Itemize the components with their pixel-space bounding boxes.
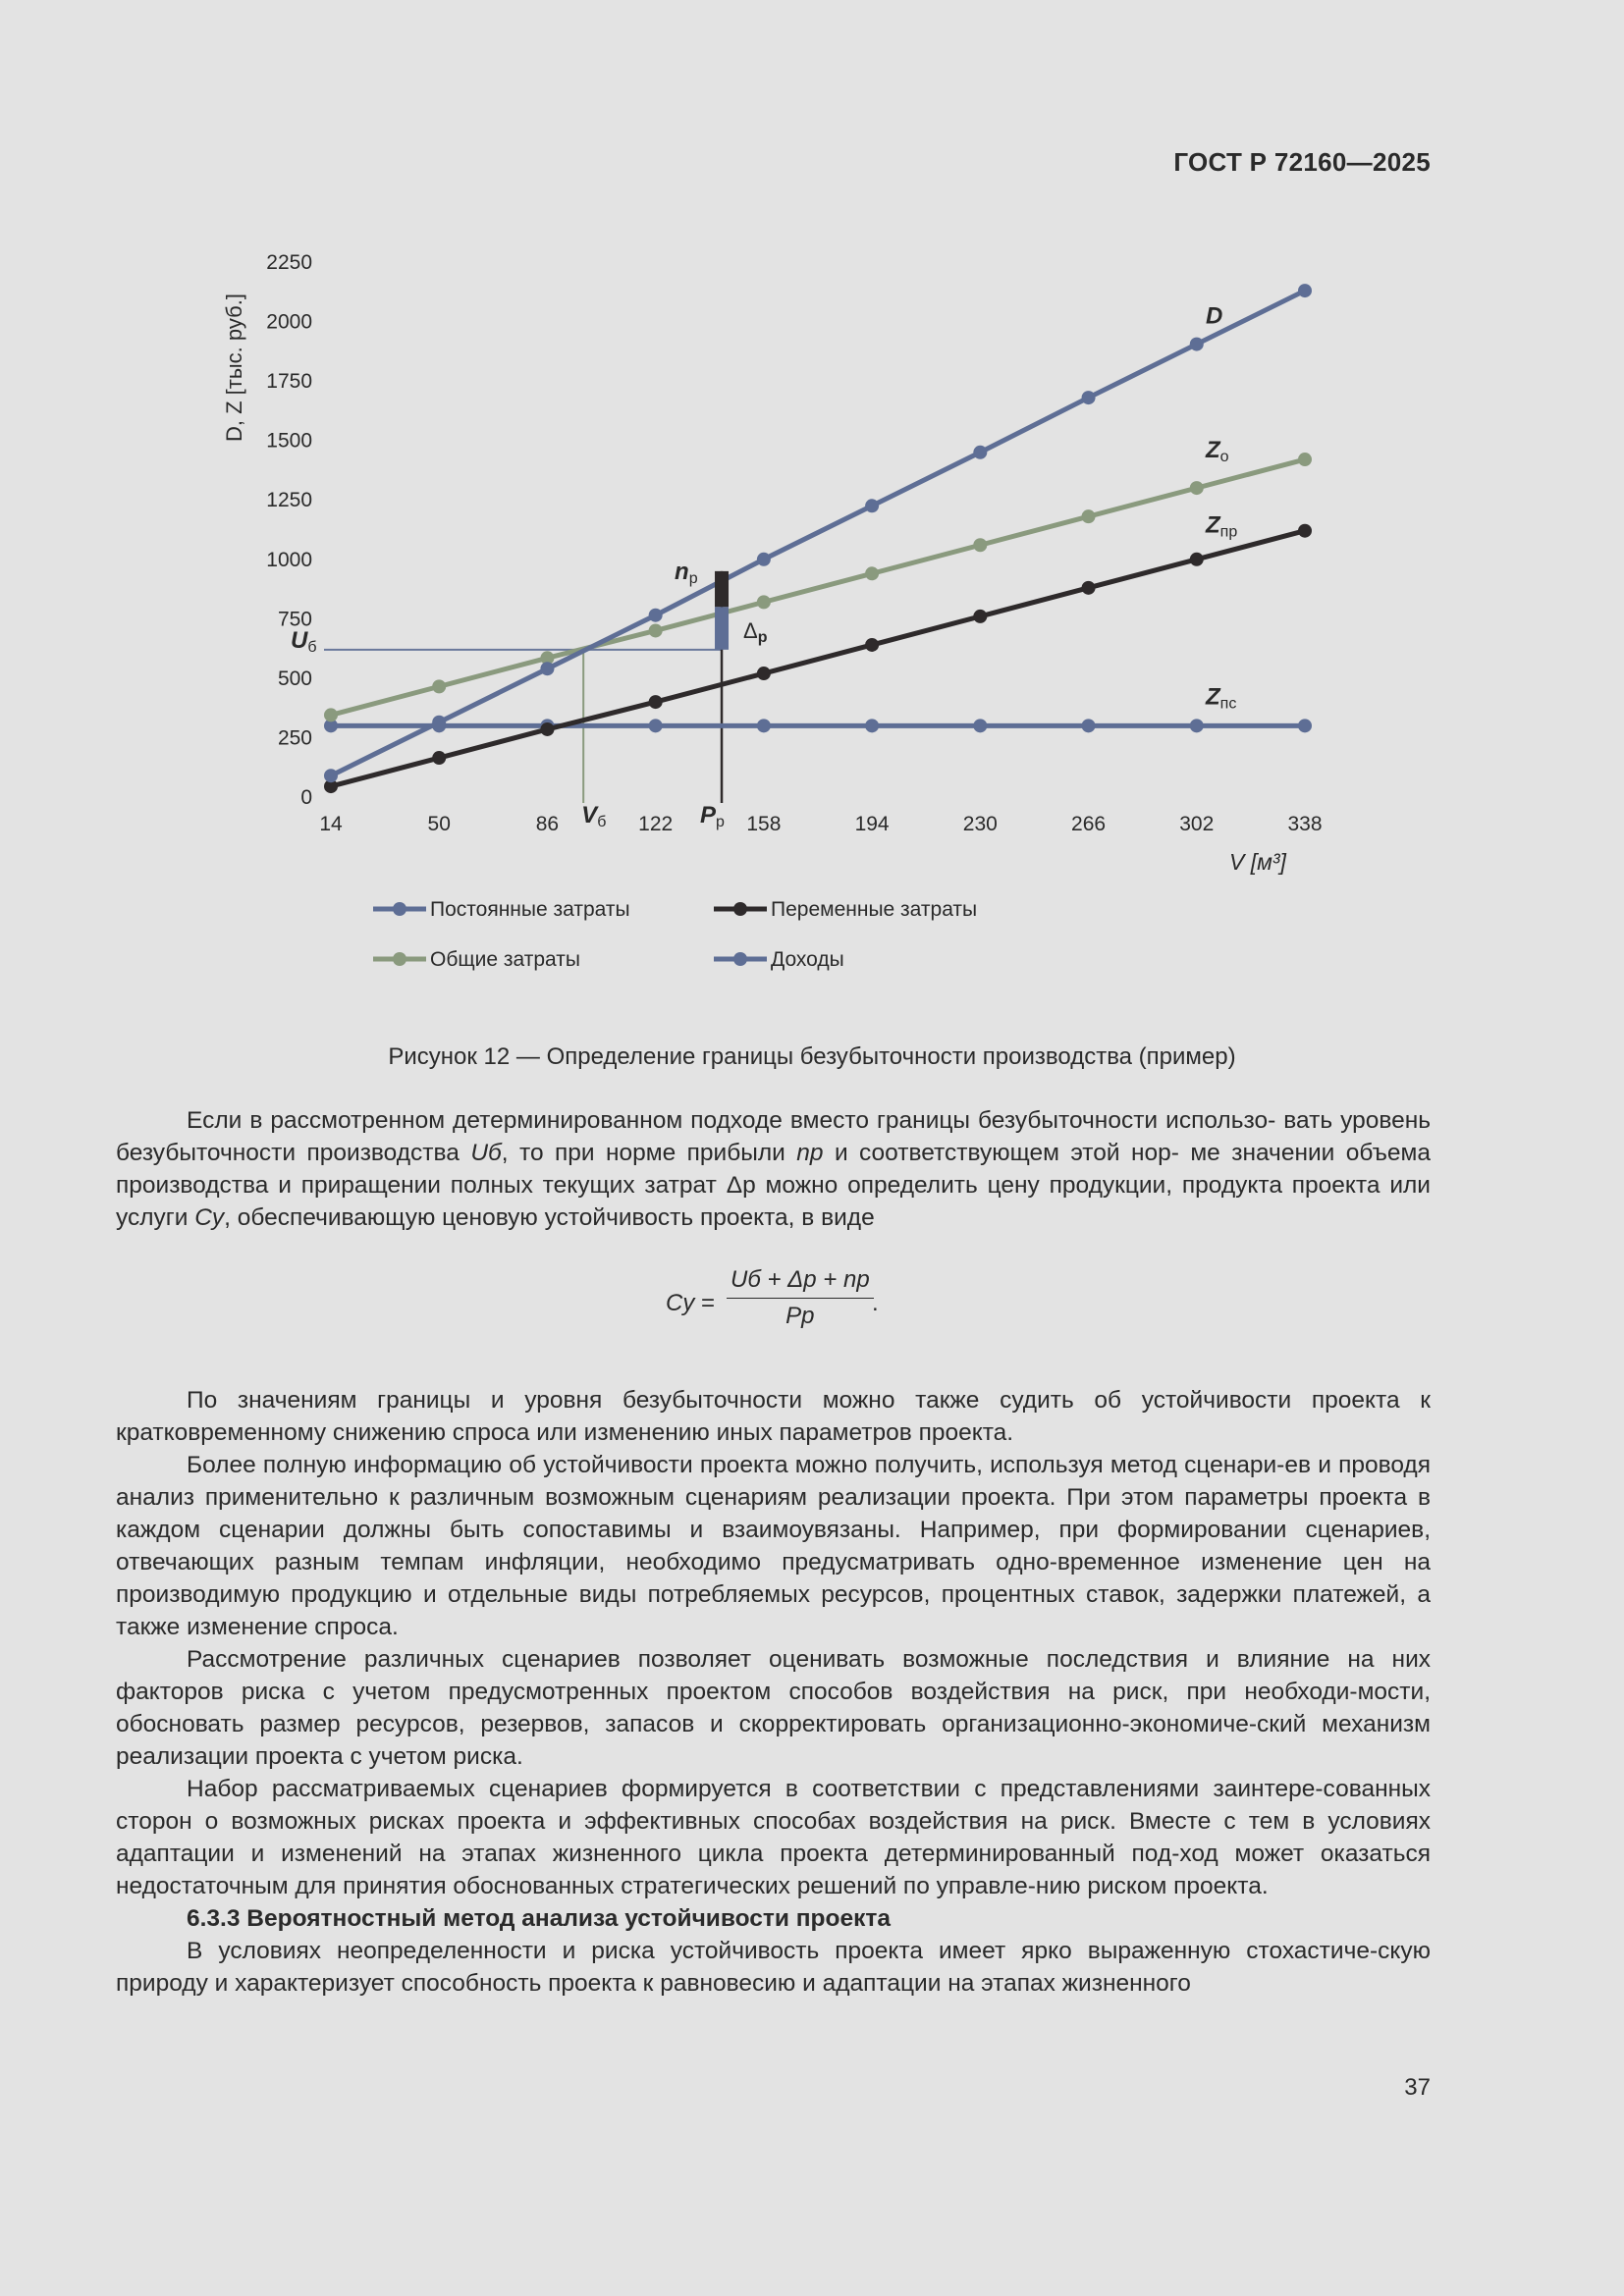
main-text xyxy=(116,1384,1431,2000)
y-tick-label: 1000 xyxy=(266,548,312,571)
y-tick-label: 500 xyxy=(277,667,312,690)
paragraph-2: Более полную информацию об устойчивости проекта можно получить, используя метод сценари-ев и проводя анализ применительно к различным возможным сценариям реализации проекта. При этом параметры проекта в каждом сценарии должны быть сопоставимы и взаимоувязаны. Например, при формировании сценариев, отвечающих разным темпам инфляции, необходимо предусматривать одно-временное изменение цен на производимую продукцию и отдельные виды потребляемых ресурсов, процентных ставок, задержки платежей, а также изменение спроса. xyxy=(116,1452,1431,1640)
breakeven-chart xyxy=(0,0,1624,1021)
series-point-2 xyxy=(865,566,879,580)
series-point-2 xyxy=(1190,481,1204,495)
y-tick-label: 1500 xyxy=(266,429,312,453)
series-line-3 xyxy=(331,291,1305,775)
series-point-2 xyxy=(324,708,338,721)
series-point-1 xyxy=(540,722,554,736)
x-tick-label: 338 xyxy=(1287,813,1323,835)
series-point-0 xyxy=(1190,719,1204,732)
legend-swatch-marker xyxy=(393,902,406,916)
formula-lhs: Cу = xyxy=(666,1290,716,1316)
intro-paragraph xyxy=(116,1104,1431,1234)
x-tick-label: 14 xyxy=(319,813,343,835)
x-tick-label: 230 xyxy=(962,813,998,835)
series-point-1 xyxy=(1190,553,1204,566)
series-point-1 xyxy=(757,667,771,680)
formula-numerator: Uб + Δр + nр xyxy=(727,1266,874,1299)
series-point-3 xyxy=(973,446,987,459)
series-point-2 xyxy=(649,623,663,637)
formula-denominator: Pр xyxy=(785,1303,815,1329)
x-tick-label: 302 xyxy=(1179,813,1215,835)
series-point-0 xyxy=(865,719,879,732)
series-line-1 xyxy=(331,531,1305,786)
intro-text-6: можно определить цену xyxy=(755,1172,1040,1199)
series-point-0 xyxy=(757,719,771,732)
y-tick-label: 1750 xyxy=(266,370,312,394)
series-point-2 xyxy=(1082,509,1096,523)
curve-label-0: Zпс xyxy=(1206,683,1237,713)
breakeven-volume-label: Vб xyxy=(581,802,607,830)
series-point-1 xyxy=(1082,581,1096,595)
y-tick-label: 2000 xyxy=(266,310,312,334)
series-point-0 xyxy=(649,719,663,732)
series-point-0 xyxy=(1082,719,1096,732)
cost-increment-bar xyxy=(715,607,729,650)
intro-text-7: продукции, продукта проекта или услуги xyxy=(116,1172,1431,1231)
series-point-3 xyxy=(540,662,554,675)
y-tick-label: 0 xyxy=(300,786,312,809)
legend-label: Переменные затраты xyxy=(771,898,978,921)
series-line-2 xyxy=(331,459,1305,715)
paragraph-4: Набор рассматриваемых сценариев формируется в соответствии с представлениями заинтере-сованных сторон о возможных рисках проекта и эффективных способах воздействия на риск. Вместе с тем в условиях адаптации и изменений на этапах жизненного цикла проекта детерминированный под-ход может оказаться недостаточным для принятия обоснованных стратегических решений по управле-нию риском проекта. xyxy=(116,1776,1431,1899)
legend-swatch-marker xyxy=(733,952,747,966)
series-point-2 xyxy=(432,679,446,693)
symbol-c: Cу xyxy=(194,1204,225,1231)
cost-increment-label: Δр xyxy=(743,617,768,646)
curve-label-3: D xyxy=(1206,302,1223,330)
series-point-3 xyxy=(757,553,771,566)
curve-label-1: Zпр xyxy=(1206,511,1238,541)
intro-text-4: и соответствующем этой нор- xyxy=(823,1140,1179,1166)
profit-norm-label: nр xyxy=(675,558,698,587)
breakeven-level-label: Uб xyxy=(291,626,317,656)
x-tick-label: 158 xyxy=(746,813,782,835)
formula-end: . xyxy=(872,1290,879,1316)
series-point-3 xyxy=(1298,284,1312,297)
series-point-3 xyxy=(1082,391,1096,404)
legend-label: Общие затраты xyxy=(430,948,580,971)
y-tick-label: 2250 xyxy=(266,251,312,274)
series-point-0 xyxy=(973,719,987,732)
y-axis-label: D, Z [тыс. руб.] xyxy=(222,294,246,442)
intro-text-1: Если в рассмотренном детерминированном подходе вместо границы безубыточности использо- xyxy=(187,1107,1276,1134)
document-code: ГОСТ Р 72160—2025 xyxy=(1173,147,1431,177)
symbol-delta: Δр xyxy=(726,1172,756,1199)
curve-label-2: Zо xyxy=(1206,437,1229,466)
series-point-3 xyxy=(649,609,663,622)
y-tick-label: 1250 xyxy=(266,489,312,512)
x-tick-label: 194 xyxy=(854,813,890,835)
series-point-1 xyxy=(649,695,663,709)
figure-caption: Рисунок 12 — Определение границы безубыточности производства (пример) xyxy=(388,1043,1236,1070)
legend-swatch-marker xyxy=(733,902,747,916)
paragraph-3: Рассмотрение различных сценариев позволяет оценивать возможные последствия и влияние на них факторов риска с учетом предусмотренных проектом способов воздействия на риск, при необходи-мости, обосновать размер ресурсов, резервов, запасов и скорректировать организационно-экономиче-ский механизм реализации проекта с учетом риска. xyxy=(116,1646,1431,1770)
x-tick-label: 86 xyxy=(535,813,560,835)
intro-text-2: вать уровень безубыточности производства xyxy=(116,1107,1431,1166)
y-tick-label: 250 xyxy=(277,726,312,750)
formula-fraction xyxy=(727,1266,874,1330)
series-point-1 xyxy=(865,638,879,652)
intro-text-5: ме значении объема производства и приращении полных текущих затрат xyxy=(116,1140,1432,1199)
series-point-2 xyxy=(757,595,771,609)
page-number: 37 xyxy=(1404,2074,1431,2101)
production-point-label: Pр xyxy=(700,802,725,830)
series-point-1 xyxy=(973,610,987,623)
legend-label: Доходы xyxy=(771,948,844,971)
series-point-2 xyxy=(973,538,987,552)
symbol-u: Uб xyxy=(470,1140,502,1166)
series-point-3 xyxy=(432,716,446,729)
symbol-n: nр xyxy=(796,1140,824,1166)
legend-swatch-marker xyxy=(393,952,406,966)
x-tick-label: 50 xyxy=(427,813,451,835)
intro-text-8: , обеспечивающую ценовую устойчивость проекта, в виде xyxy=(224,1204,875,1231)
y-tick-label: 750 xyxy=(277,608,312,631)
series-point-3 xyxy=(1190,338,1204,351)
paragraph-1: По значениям границы и уровня безубыточности можно также судить об устойчивости проекта к кратковременному снижению спроса или изменению иных параметров проекта. xyxy=(116,1387,1431,1446)
intro-text-3: , то при норме прибыли xyxy=(501,1140,797,1166)
x-tick-label: 266 xyxy=(1071,813,1107,835)
series-point-2 xyxy=(1298,453,1312,466)
series-point-0 xyxy=(1298,719,1312,732)
paragraph-5: В условиях неопределенности и риска устойчивость проекта имеет ярко выраженную стохастиче-скую природу и характеризует способность проекта к равновесию и адаптации на этапах жизненного xyxy=(116,1938,1431,1997)
x-axis-label: V [м³] xyxy=(1229,849,1286,875)
section-heading: 6.3.3 Вероятностный метод анализа устойчивости проекта xyxy=(187,1905,891,1932)
series-point-1 xyxy=(1298,524,1312,538)
series-point-3 xyxy=(865,499,879,512)
series-point-3 xyxy=(324,769,338,782)
legend-label: Постоянные затраты xyxy=(430,898,630,921)
x-tick-label: 122 xyxy=(638,813,674,835)
profit-norm-bar xyxy=(715,571,729,607)
series-point-1 xyxy=(432,751,446,765)
